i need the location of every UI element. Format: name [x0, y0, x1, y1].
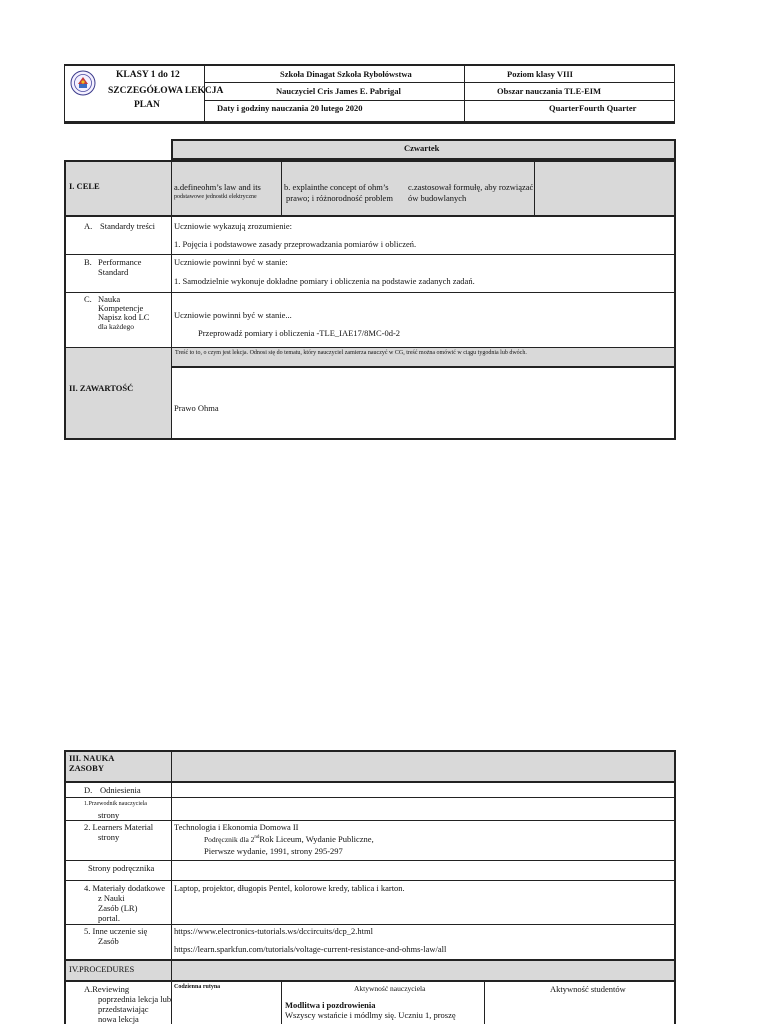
- r4-label-line2: z Nauki: [98, 893, 125, 903]
- objective-b-line1: b. explainthe concept of ohm’s: [284, 182, 389, 192]
- content-note: Treść to to, o czym jest lekcja. Odnosi się do tematu, który nauczyciel zamierza nauczyć w CG, treść można omówić w ciągu tygodnia lub dwóch.: [175, 350, 527, 356]
- resources-table: [64, 750, 676, 1024]
- c-text-line3: Napisz kod LC: [98, 312, 150, 322]
- sec3-title-line2: ZASOBY: [69, 763, 104, 773]
- r4-label-line1: 4. Materiały dodatkowe: [84, 883, 165, 893]
- r1-label2: strony: [98, 810, 120, 820]
- b-content-line2: 1. Samodzielnie wykonuje dokładne pomiary i obliczenia na podstawie zadanych zadań.: [174, 276, 475, 286]
- r2-content-line1: Technologia i Ekonomia Domowa II: [174, 822, 299, 832]
- quarter-value: Fourth Quarter: [579, 103, 637, 113]
- c-text-line4: dla każdego: [98, 322, 135, 331]
- c-label: C.: [84, 294, 92, 304]
- objective-a: a.defineohm’s law and its: [174, 182, 261, 192]
- quarter-label: Quarter: [549, 103, 579, 113]
- title-line3: PLAN: [134, 100, 160, 110]
- zawartosc-label: II. ZAWARTOŚĆ: [69, 383, 134, 393]
- dates-field: Daty i godziny nauczania 20 lutego 2020: [217, 103, 363, 113]
- teacher-prayer-title: Modlitwa i pozdrowienia: [285, 1000, 376, 1010]
- title-line2: SZCZEGÓŁOWA LEKCJA: [108, 86, 224, 96]
- col-teacher-activity: Aktywność nauczyciela: [354, 984, 426, 993]
- c-content-line1: Uczniowie powinni być w stanie...: [174, 310, 292, 320]
- r2-content-line2: [204, 834, 374, 844]
- r5-label-line1: 5. Inne uczenie się: [84, 926, 148, 936]
- deped-seal-icon: [70, 70, 96, 98]
- objective-b-line2: prawo; i różnorodność problem: [286, 193, 393, 203]
- procedures-label: IV.PROCEDURES: [69, 964, 135, 974]
- day-header: Czwartek: [404, 143, 440, 153]
- a2-label-line4: nowa lekcja: [98, 1014, 139, 1024]
- r2-content-rest: Rok Liceum, Wydanie Publiczne,: [259, 834, 374, 844]
- r2-label2: strony: [98, 832, 120, 842]
- title-line1: KLASY 1 do 12: [116, 70, 180, 80]
- r5-link2[interactable]: https://learn.sparkfun.com/tutorials/voltage-current-resistance-and-ohms-law/all: [174, 944, 447, 954]
- r2-label: 2. Learners Material: [84, 822, 154, 832]
- b-content-line1: Uczniowie powinni być w stanie:: [174, 257, 288, 267]
- col-daily-routine: Codzienna rutyna: [174, 984, 221, 990]
- cele-label: I. CELE: [69, 181, 100, 191]
- a-text: Standardy treści: [100, 221, 155, 231]
- col-student-activity: Aktywność studentów: [550, 984, 626, 994]
- a-label: A.: [84, 221, 93, 231]
- objective-a-note: podstawowe jednostki elektryczne: [174, 194, 257, 200]
- b-label: B.: [84, 257, 92, 267]
- b-text-line1: Performance: [98, 257, 142, 267]
- a-content-line2: 1. Pojęcia i podstawowe zasady przeprowadzania pomiarów i obliczeń.: [174, 239, 417, 249]
- grade-level-field: Poziom klasy VIII: [507, 69, 573, 79]
- r1-label: 1.Przewodnik nauczyciela: [84, 801, 147, 807]
- learning-area-field: Obszar nauczania TLE-EIM: [497, 86, 602, 96]
- a2-label-line3: przedstawiając: [98, 1004, 149, 1014]
- r2-content-prefix: Podręcznik dla 2: [204, 835, 255, 844]
- r2-content-line3: Pierwsze wydanie, 1991, strony 295-297: [204, 846, 343, 856]
- r4-label-line4: portal.: [98, 913, 120, 923]
- a2-label-line1: A.Reviewing: [84, 984, 130, 994]
- r3-label: Strony podręcznika: [88, 863, 155, 873]
- r4-label-line3: Zasób (LR): [98, 903, 138, 913]
- objective-c-line2: ów budowlanych: [408, 193, 467, 203]
- teacher-field: Nauczyciel Cris James E. Pabrigal: [276, 86, 401, 96]
- zawartosc-content: Prawo Ohma: [174, 403, 219, 413]
- d-text: Odniesienia: [100, 785, 141, 795]
- r5-label-line2: Zasób: [98, 936, 119, 946]
- c-text-line2: Kompetencje: [98, 303, 144, 313]
- objectives-table: [64, 139, 676, 440]
- header-table: [64, 64, 675, 124]
- teacher-prayer-text: Wszyscy wstańcie i módlmy się. Uczniu 1, proszę: [285, 1010, 456, 1020]
- sec3-title-line1: III. NAUKA: [69, 753, 115, 763]
- objective-c-line1: c.zastosował formułę, aby rozwiązać: [408, 182, 534, 192]
- a-content-line1: Uczniowie wykazują zrozumienie:: [174, 221, 293, 231]
- r5-link1[interactable]: https://www.electronics-tutorials.ws/dccircuits/dcp_2.html: [174, 926, 373, 936]
- c-text-line1: Nauka: [98, 294, 121, 304]
- b-text-line2: Standard: [98, 267, 129, 277]
- r2-content-sup: nd: [254, 835, 260, 841]
- a2-label-line2: poprzednia lekcja lub: [98, 994, 172, 1004]
- c-content-line2: Przeprowadź pomiary i obliczenia -TLE_IAE17/8MC-0d-2: [198, 328, 401, 338]
- r4-content: Laptop, projektor, długopis Pentel, kolorowe kredy, tablica i karton.: [174, 883, 405, 893]
- school-field: Szkoła Dinagat Szkoła Rybołówstwa: [280, 69, 412, 79]
- d-label: D.: [84, 785, 93, 795]
